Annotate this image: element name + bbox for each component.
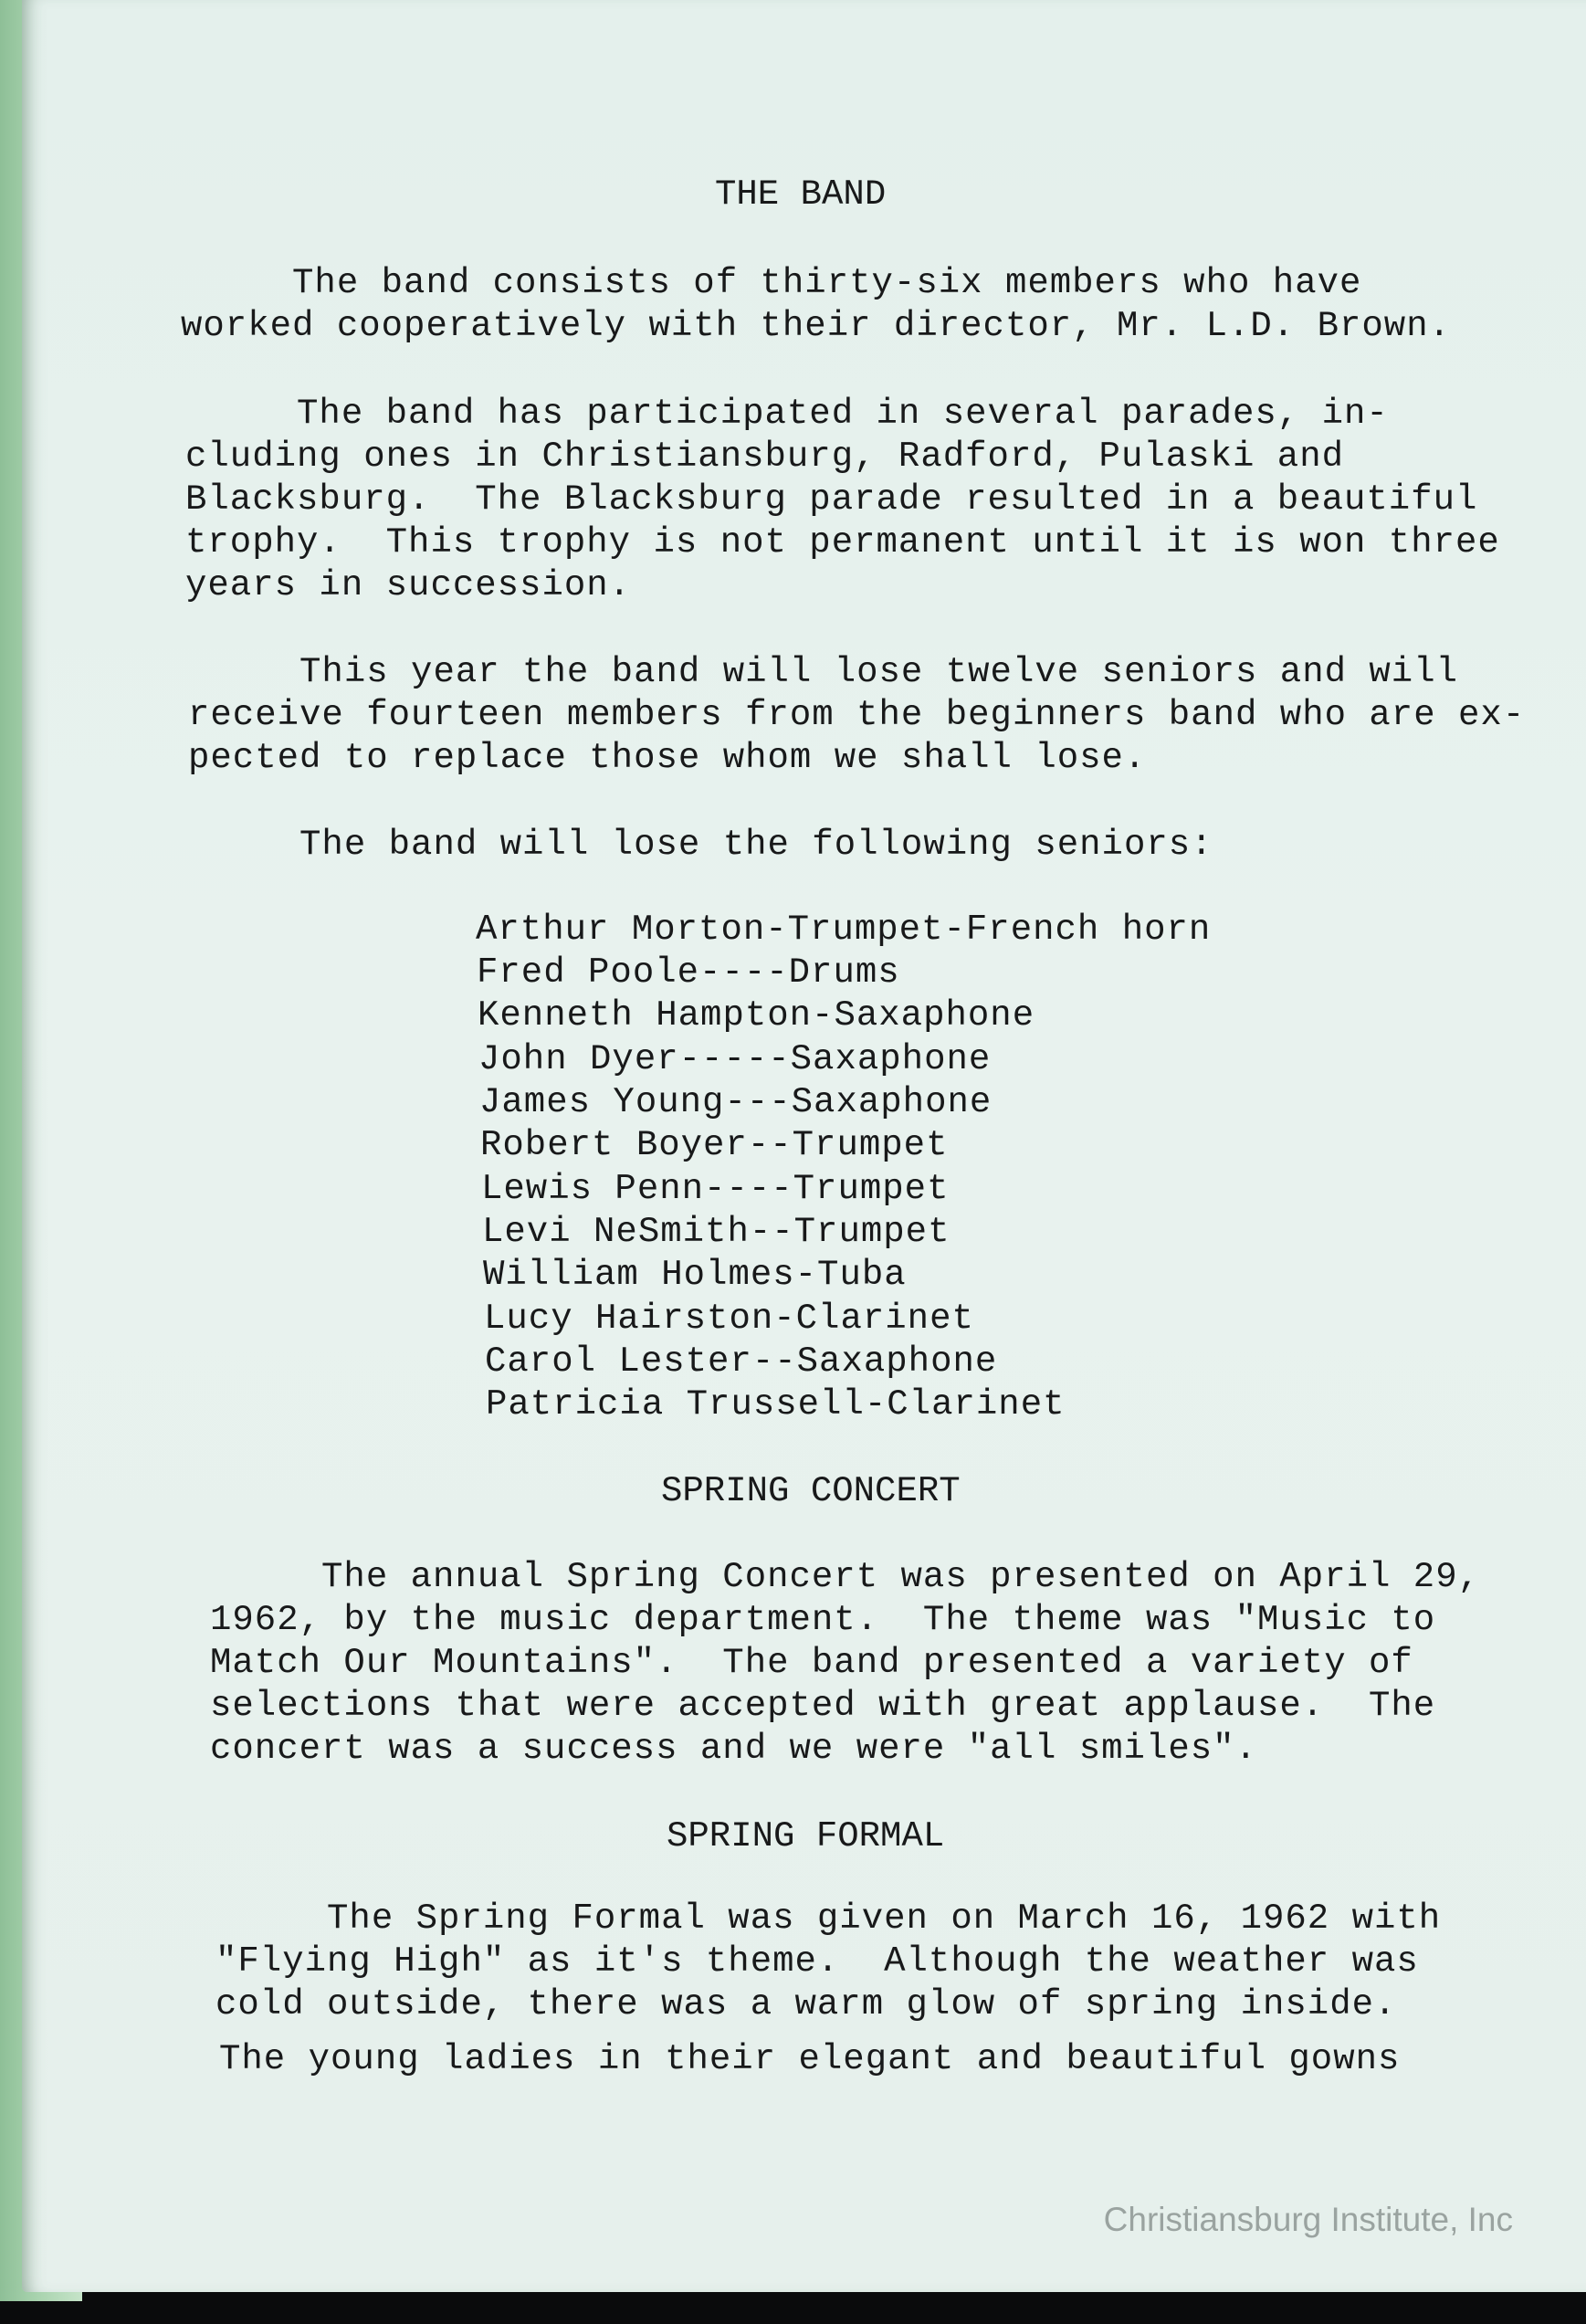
spring-formal-heading: SPRING FORMAL [667,1816,945,1856]
spring-concert-heading: SPRING CONCERT [661,1471,961,1511]
senior-entry: Levi NeSmith--Trumpet [482,1212,951,1252]
band-heading: THE BAND [715,174,887,215]
senior-entry: Patricia Trussell-Clarinet [486,1384,1066,1425]
spring-concert-paragraph: The annual Spring Concert was presented on April 29, 1962, by the music department. The theme was "Music to Match Our Mountains". The band presented a variety of selections that were accepted with great applause. The concert was a success and we were "all smiles". [210,1557,1481,1769]
senior-entry: Arthur Morton-Trumpet-French horn [476,910,1212,950]
band-paragraph-2: The band has participated in several parades, in- cluding ones in Christiansburg, Radford, Pulaski and Blacksburg. The Blacksburg parade resulted in a beautiful trophy. This trophy is not permanent until it is won three years in succession. [185,394,1500,605]
senior-entry: William Holmes-Tuba [483,1255,907,1295]
senior-entry: Carol Lester--Saxaphone [485,1341,998,1382]
senior-entry: Kenneth Hampton-Saxaphone [478,995,1035,1036]
senior-entry: James Young---Saxaphone [479,1082,993,1122]
senior-entry: John Dyer-----Saxaphone [478,1039,992,1079]
senior-entry: Lewis Penn----Trumpet [481,1169,950,1209]
spring-formal-paragraph-2: The young ladies in their elegant and beautiful gowns [219,2039,1401,2079]
senior-entry: Fred Poole----Drums [477,952,900,993]
archive-watermark: Christiansburg Institute, Inc [1103,2201,1513,2238]
band-paragraph-1: The band consists of thirty-six members who have worked cooperatively with their director, Mr. L.D. Brown. [181,263,1452,346]
senior-entry: Robert Boyer--Trumpet [480,1125,949,1165]
senior-entry: Lucy Hairston-Clarinet [484,1299,974,1339]
spring-formal-paragraph-1: The Spring Formal was given on March 16, 1962 with "Flying High" as it's theme. Although the weather was cold outside, there was a warm glow of spring inside. [215,1898,1442,2024]
band-paragraph-3: This year the band will lose twelve seniors and will receive fourteen members from the beginners band who are ex- pected to replace those whom we shall lose. [188,652,1526,778]
band-paragraph-4: The band will lose the following seniors: [188,825,1213,865]
